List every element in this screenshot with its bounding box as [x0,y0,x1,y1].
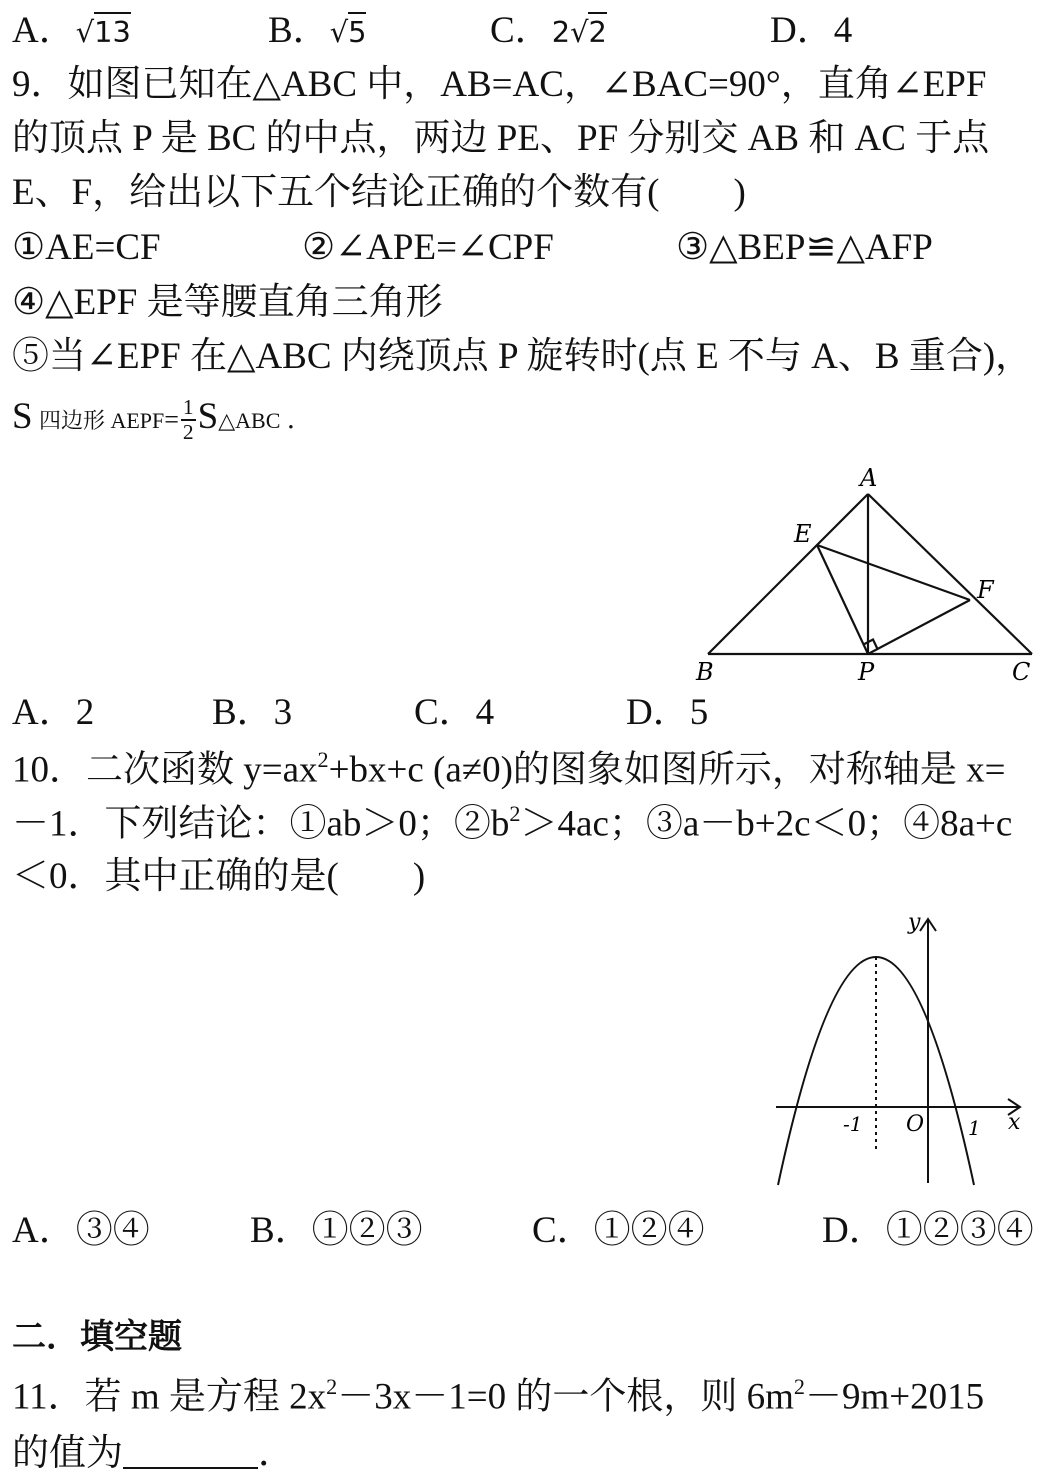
label-1: 1 [968,1116,981,1140]
q9-line-1: 9．如图已知在△ABC 中，AB=AC，∠BAC=90°，直角∠EPF [12,64,987,105]
q8-option-a: A．√13 [12,10,131,51]
label-e: E [794,520,812,548]
q9-area-formula: S 四边形 AEPF= $\frac{1}{2}$ S△ABC ． [12,395,313,444]
label-a: A [860,464,878,492]
label-p: P [858,658,875,686]
q8-option-d: D．4 [770,10,853,51]
q8-option-b: B．√5 [268,10,367,51]
label-y: y [908,910,921,935]
q10-option-a: A．③④ [12,1210,150,1251]
q9-option-b: B．3 [212,692,293,733]
side-ac [868,494,1032,654]
q9-conclusion-3: ③△BEP≌△AFP [676,227,933,268]
q9-line-3: E、F，给出以下五个结论正确的个数有( ) [12,172,746,213]
label-x: x [1008,1110,1021,1135]
q8-option-c: C．2√2 [490,10,607,51]
q9-option-c: C．4 [414,692,495,733]
q10-option-b: B．①②③ [250,1210,423,1251]
segment-pf [868,600,970,654]
q10-line-3: ＜0．其中正确的是( ) [12,856,426,897]
label-b: B [696,658,714,686]
side-ab [708,494,868,654]
q9-option-d: D．5 [626,692,709,733]
label-c: C [1012,658,1031,686]
q10-line-1: 10．二次函数 $y=ax^2+bx+c$ (a≠0)的图象如图所示，对称轴是 x= [12,747,1006,791]
q9-line-2: 的顶点 P 是 BC 的中点，两边 PE、PF 分别交 AB 和 AC 于点 [12,118,990,159]
q10-line-2: －1．下列结论：①ab＞0；$②b^2>4ac$；③a－b+2c＜0；④8a+c [12,801,1013,845]
q9-conclusion-1: ①AE=CF [12,227,161,268]
q11-line-2: 的值为 ． [12,1430,295,1472]
label-f: F [977,576,994,604]
q9-option-a: A．2 [12,692,95,733]
label-neg1: -1 [843,1112,863,1136]
q11-line-1: 11．若 m 是方程 $2x^2-3x-1=0$ 的一个根，则 $6m^2-9m+2015$ [12,1374,985,1418]
label-origin: O [906,1112,925,1137]
answer-blank[interactable] [123,1430,258,1469]
fraction-one-half: $\frac{1}{2}$ [182,395,194,444]
q9-conclusion-5: ⑤当∠EPF 在△ABC 内绕顶点 P 旋转时(点 E 不与 A、B 重合)， [12,336,1033,377]
parabola-graph [770,905,1035,1190]
q9-conclusion-4: ④△EPF 是等腰直角三角形 [12,282,443,323]
q9-conclusion-2: ②∠APE=∠CPF [302,227,554,268]
q10-option-d: D．①②③④ [822,1210,1034,1251]
section-heading-fill-in: 二．填空题 [12,1317,182,1357]
q10-option-c: C．①②④ [532,1210,705,1251]
triangle-figure [690,462,1040,692]
